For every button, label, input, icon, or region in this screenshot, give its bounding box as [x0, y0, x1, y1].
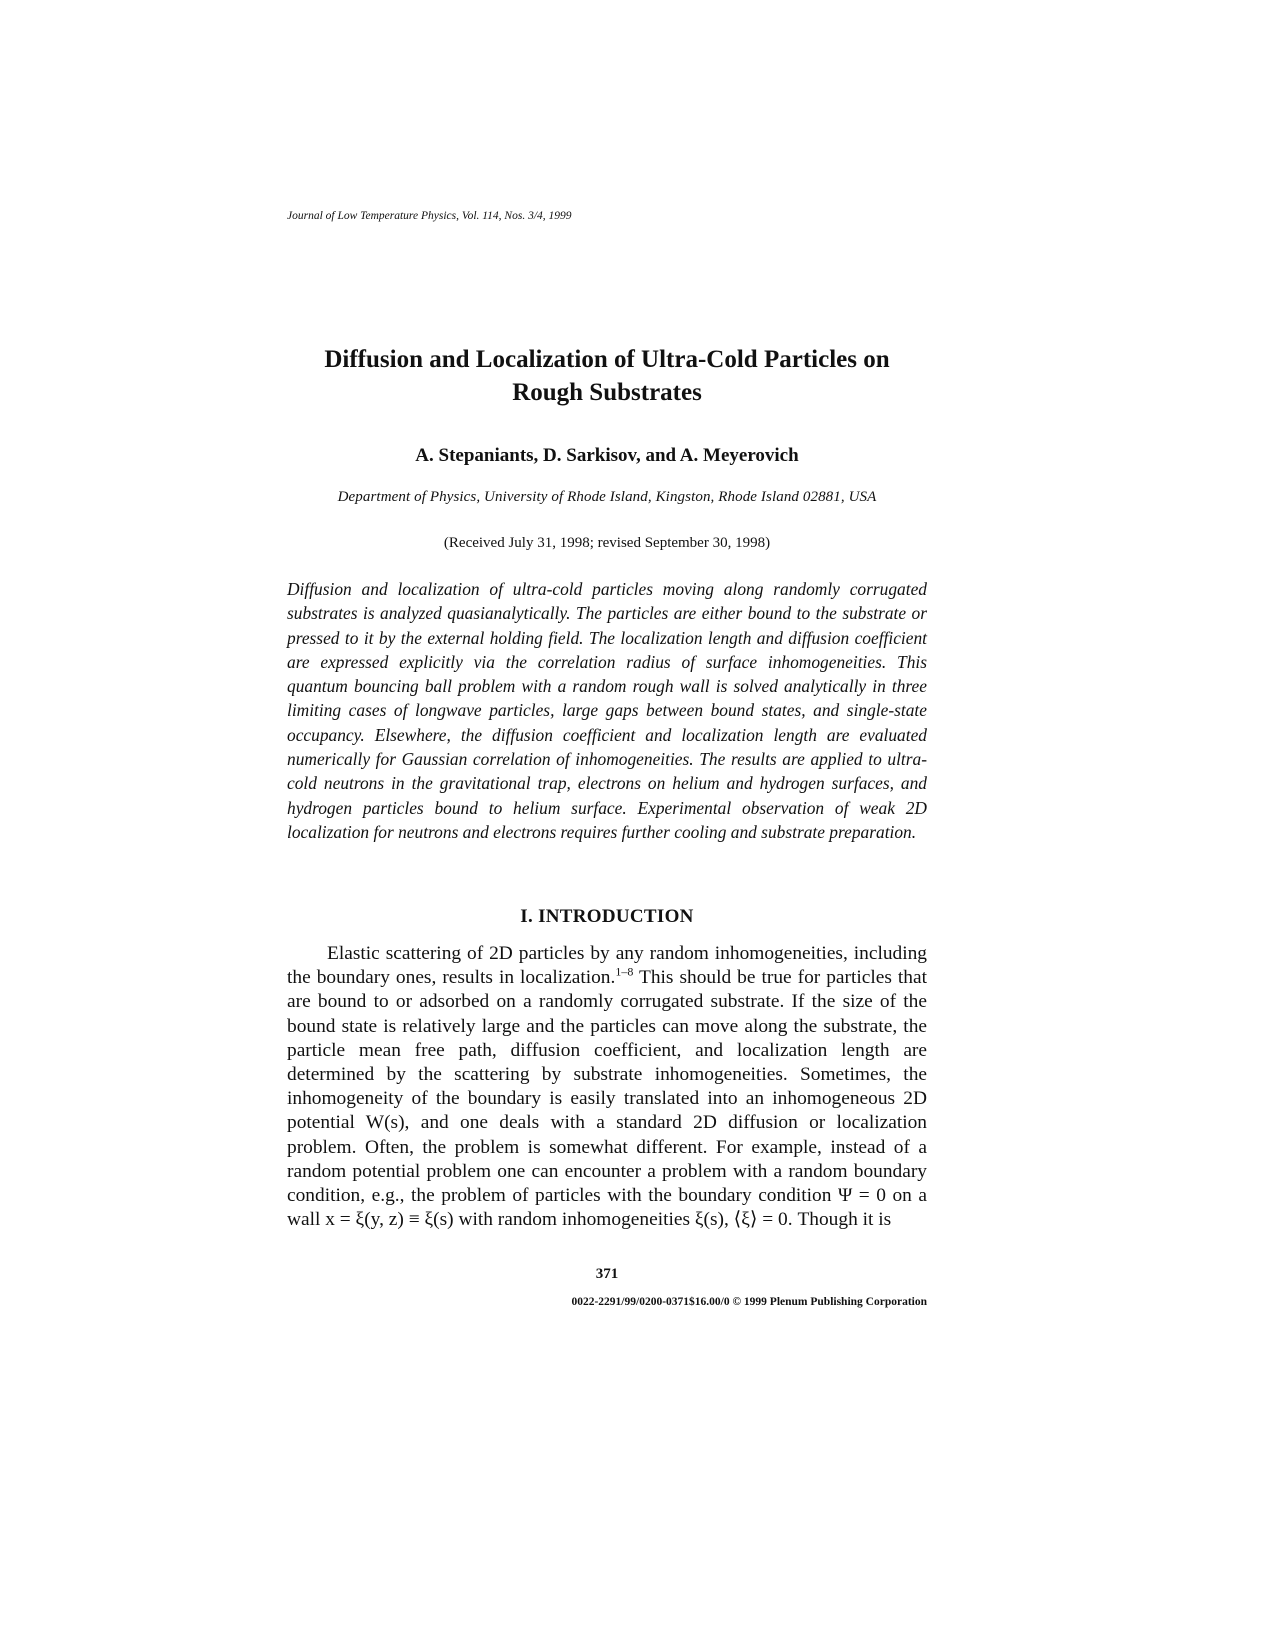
intro-text-part2: This should be true for particles that are bound to or adsorbed on a randomly corrugated substrate. If the size of the bound state is relatively large and the particles can move along the substrate, the particle mean free path, diffusion coefficient, and localization length are determined by the scattering by substrate inhomogeneities. Sometimes, the inhomogeneity of the boundary is easily translated into an inhomogeneous 2D potential W(s), and one deals with a standard 2D diffusion or localization problem. Often, the problem is somewhat different. For example, instead of a random potential problem one can encounter a problem with a random boundary condition, e.g., the problem of particles with the boundary condition Ψ = 0 on a wall x = ξ(y, z) ≡ ξ(s) with random inhomogeneities ξ(s), ⟨ξ⟩ = 0. Though it is — [287, 967, 927, 1231]
abstract: Diffusion and localization of ultra-cold particles moving along randomly corrugated substrates is analyzed quasianalytically. The particles are either bound to the substrate or pressed to it by the external holding field. The localization length and diffusion coefficient are expressed explicitly via the correlation radius of surface inhomogeneities. This quantum bouncing ball problem with a random rough wall is solved analytically in three limiting cases of longwave particles, large gaps between bound states, and single-state occupancy. Elsewhere, the diffusion coefficient and localization length are evaluated numerically for Gaussian correlation of inhomogeneities. The results are applied to ultra-cold neutrons in the gravitational trap, electrons on helium and hydrogen surfaces, and hydrogen particles bound to helium surface. Experimental observation of weak 2D localization for neutrons and electrons requires further cooling and substrate preparation. — [287, 579, 927, 842]
paper-title: Diffusion and Localization of Ultra-Cold Particles on Rough Substrates — [324, 346, 890, 406]
author-list: A. Stepaniants, D. Sarkisov, and A. Meyerovich — [415, 445, 799, 466]
intro-text-part1: Elastic scattering of 2D particles by any random inhomogeneities, including the boundary ones, results in localization. — [287, 943, 927, 989]
copyright-line: 0022-2291/99/0200-0371$16.00/0 © 1999 Plenum Publishing Corporation — [571, 1296, 927, 1308]
intro-paragraph — [287, 942, 927, 1232]
journal-citation: Journal of Low Temperature Physics, Vol. 114, Nos. 3/4, 1999 — [287, 210, 572, 222]
affiliation: Department of Physics, University of Rhode Island, Kingston, Rhode Island 02881, USA — [337, 489, 877, 505]
section-heading: I. INTRODUCTION — [520, 906, 694, 927]
introduction-body — [287, 942, 927, 1232]
page-number: 371 — [595, 1266, 619, 1282]
received-dates: (Received July 31, 1998; revised September 30, 1998) — [443, 535, 771, 551]
citation-reference: 1–8 — [615, 964, 634, 979]
